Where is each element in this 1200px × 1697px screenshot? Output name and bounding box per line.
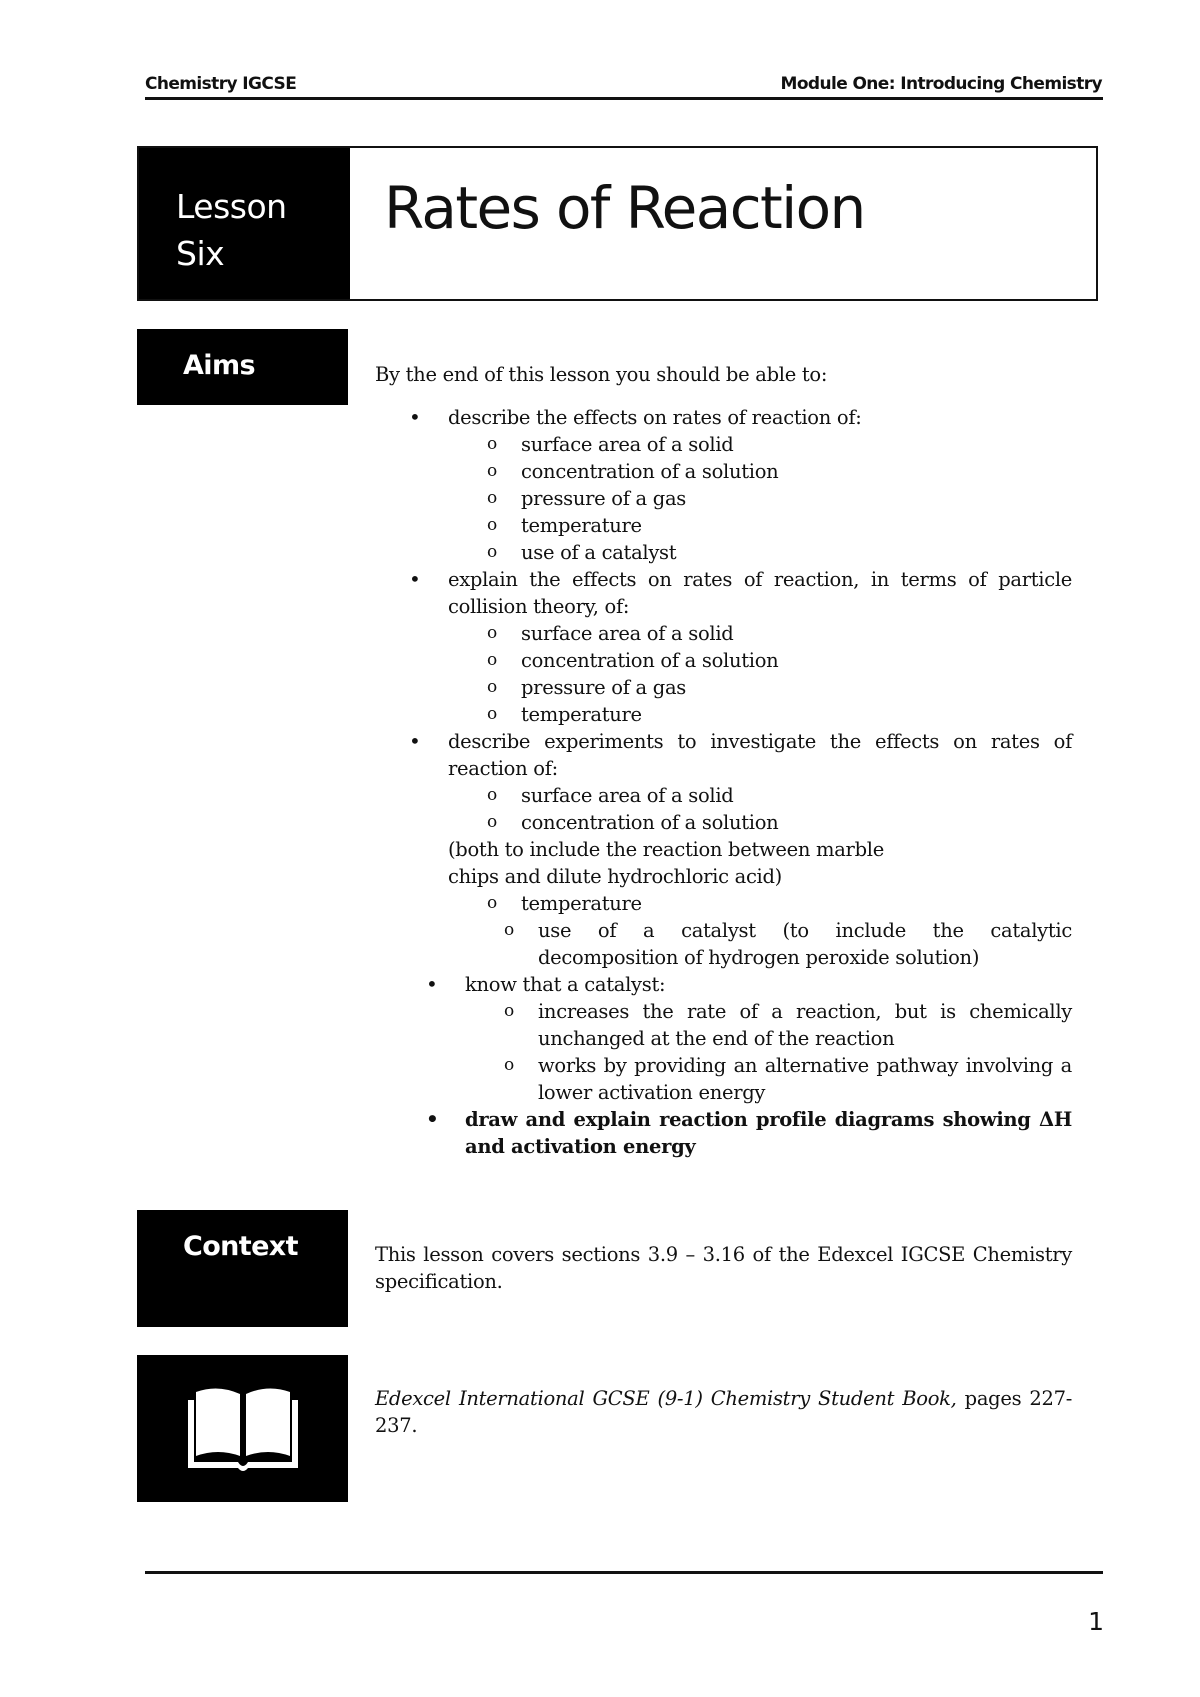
aim-sub-item: o surface area of a solid bbox=[375, 782, 1072, 809]
footer-rule bbox=[145, 1571, 1103, 1574]
lesson-tag-line1: Lesson bbox=[176, 187, 287, 226]
context-tag: Context bbox=[137, 1210, 348, 1327]
aim-bullet: • explain the effects on rates of reaction, in terms of particle collision theory, of: bbox=[375, 566, 1072, 620]
aim-bullet-bold: • draw and explain reaction profile diagrams showing ΔH and activation energy bbox=[375, 1106, 1072, 1160]
aim-sub-item: o use of a catalyst bbox=[375, 539, 1072, 566]
aim-sub-item: o concentration of a solution bbox=[375, 458, 1072, 485]
book-pages: pages 227-237. bbox=[375, 1387, 1073, 1437]
header-module: Module One: Introducing Chemistry bbox=[780, 74, 1102, 94]
aim-sub-item: o concentration of a solution bbox=[375, 647, 1072, 674]
reading-tag bbox=[137, 1355, 348, 1502]
aim-sub-item: o works by providing an alternative pathway involving a lower activation energy bbox=[375, 1052, 1072, 1106]
book-title: Edexcel International GCSE (9-1) Chemistry Student Book, bbox=[375, 1387, 957, 1410]
aim-sub-item: o temperature bbox=[375, 512, 1072, 539]
aim-bullet: • describe the effects on rates of reaction of: bbox=[375, 404, 1072, 431]
header-course: Chemistry IGCSE bbox=[145, 74, 297, 94]
aim-note: (both to include the reaction between marble bbox=[448, 838, 884, 861]
aim-sub-item: o surface area of a solid bbox=[375, 620, 1072, 647]
aim-sub-item: o increases the rate of a reaction, but is chemically unchanged at the end of the reaction bbox=[375, 998, 1072, 1052]
aim-sub-item: o temperature bbox=[375, 890, 1072, 917]
page-title: Rates of Reaction bbox=[384, 174, 865, 242]
aim-sub-item: o pressure of a gas bbox=[375, 674, 1072, 701]
aim-sub-item: o surface area of a solid bbox=[375, 431, 1072, 458]
aims-intro: By the end of this lesson you should be able to: bbox=[375, 363, 828, 386]
page-number: 1 bbox=[1088, 1607, 1104, 1636]
aim-bullet: • know that a catalyst: bbox=[375, 971, 1072, 998]
reading-reference bbox=[375, 1385, 1072, 1439]
aim-sub-item: o concentration of a solution bbox=[375, 809, 1072, 836]
header-rule bbox=[145, 97, 1103, 100]
context-text: This lesson covers sections 3.9 – 3.16 of the Edexcel IGCSE Chemistry specification. bbox=[375, 1243, 1072, 1293]
aims-section bbox=[375, 361, 1072, 1160]
aim-sub-item: o use of a catalyst (to include the catalytic decomposition of hydrogen peroxide solution) bbox=[375, 917, 1072, 971]
aim-note: chips and dilute hydrochloric acid) bbox=[448, 865, 782, 888]
aim-bullet: • describe experiments to investigate the effects on rates of reaction of: bbox=[375, 728, 1072, 782]
aim-sub-item: o temperature bbox=[375, 701, 1072, 728]
lesson-title-box bbox=[137, 146, 1098, 301]
lesson-tag-line2: Six bbox=[176, 234, 225, 273]
open-book-icon bbox=[188, 1386, 298, 1472]
aims-tag: Aims bbox=[137, 329, 348, 405]
aim-sub-item: o pressure of a gas bbox=[375, 485, 1072, 512]
lesson-number-tag bbox=[139, 148, 350, 299]
